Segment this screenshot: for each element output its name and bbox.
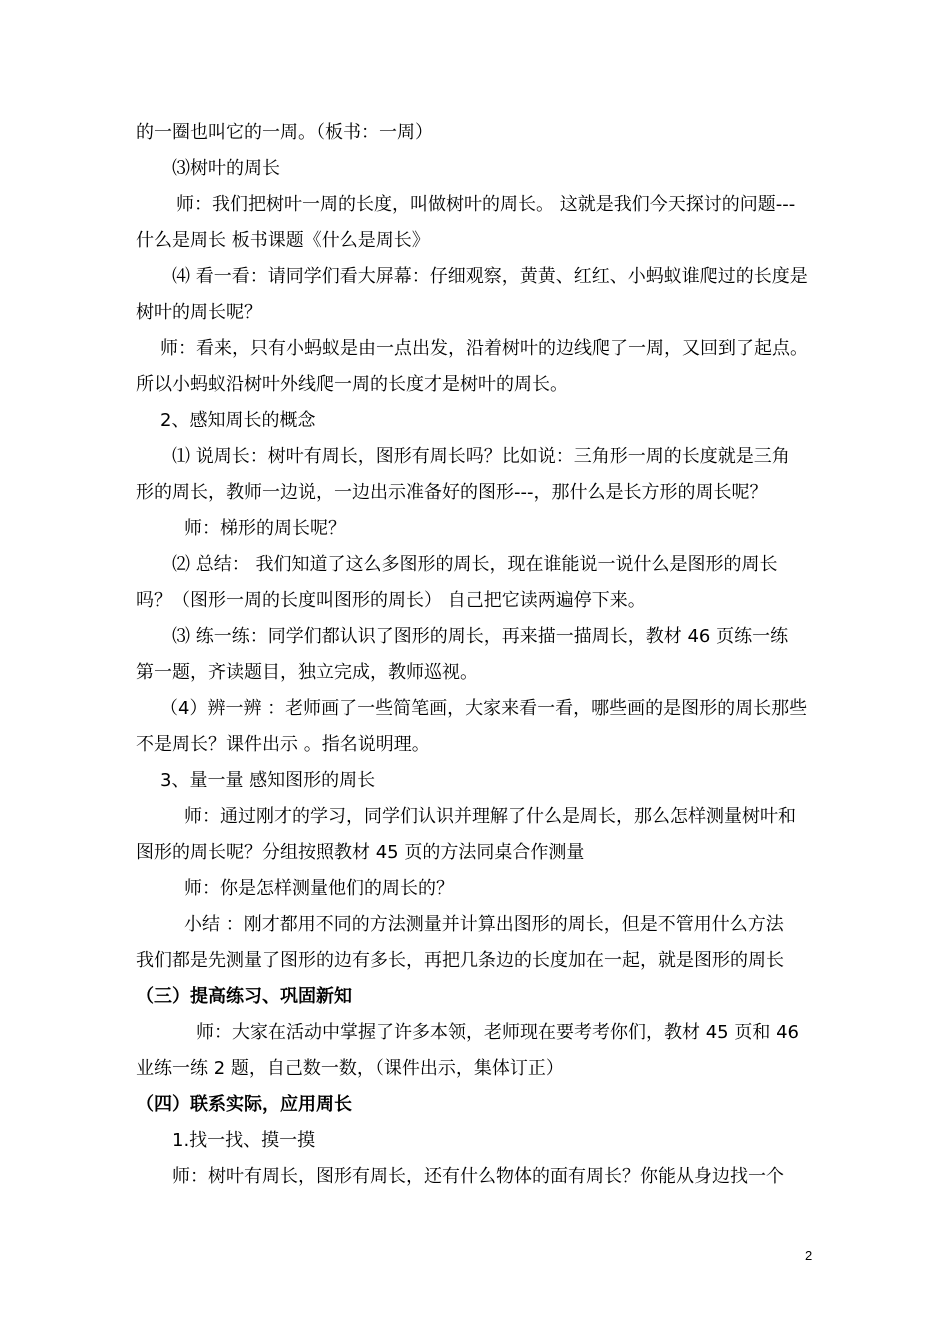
text-line: 1.找一找、摸一摸: [172, 1130, 316, 1151]
text-line: 形的周长，教师一边说，一边出示准备好的图形---，那什么是长方形的周长呢？: [136, 482, 768, 503]
text-line: 第一题，齐读题目，独立完成，教师巡视。: [136, 662, 478, 683]
text-line: 2、感知周长的概念: [160, 410, 316, 431]
text-line: 什么是周长 板书课题《什么是周长》: [136, 230, 430, 251]
text-line: 师：你是怎样测量他们的周长的？: [184, 878, 454, 899]
text-line: ⑶树叶的周长: [172, 158, 280, 179]
text-line: ⑵ 总结： 我们知道了这么多图形的周长，现在谁能说一说什么是图形的周长: [172, 554, 778, 575]
text-line: ⑶ 练一练：同学们都认识了图形的周长，再来描一描周长，教材 46 页练一练: [172, 626, 789, 647]
text-line: 3、量一量 感知图形的周长: [160, 770, 376, 791]
text-line: ⑷ 看一看：请同学们看大屏幕：仔细观察，黄黄、红红、小蚂蚁谁爬过的长度是: [172, 266, 808, 287]
text-line: （4）辨一辨 ：老师画了一些简笔画，大家来看一看，哪些画的是图形的周长那些: [160, 698, 808, 719]
section-heading: （三）提高练习、巩固新知: [136, 986, 352, 1007]
text-line: 师：看来，只有小蚂蚁是由一点出发，沿着树叶的边线爬了一周，又回到了起点。: [160, 338, 808, 359]
text-line: 图形的周长呢？分组按照教材 45 页的方法同桌合作测量: [136, 842, 585, 863]
text-line: 树叶的周长呢？: [136, 302, 262, 323]
text-line: 所以小蚂蚁沿树叶外线爬一周的长度才是树叶的周长。: [136, 374, 568, 395]
text-line: 的一圈也叫它的一周。（板书：一周）: [136, 122, 433, 143]
text-line: 业练一练 2 题，自己数一数，（课件出示，集体订正）: [136, 1058, 564, 1079]
text-line: 师：树叶有周长，图形有周长，还有什么物体的面有周长？你能从身边找一个: [172, 1166, 784, 1187]
page-number: 2: [805, 1248, 813, 1263]
text-line: 小结 ：刚才都用不同的方法测量并计算出图形的周长，但是不管用什么方法: [184, 914, 784, 935]
text-line: 我们都是先测量了图形的边有多长，再把几条边的长度加在一起，就是图形的周长: [136, 950, 784, 971]
section-heading: （四）联系实际，应用周长: [136, 1094, 352, 1115]
text-line: 师：梯形的周长呢？: [184, 518, 346, 539]
text-line: 不是周长？课件出示 。指名说明理。: [136, 734, 430, 755]
text-line: 师：大家在活动中掌握了许多本领，老师现在要考考你们，教材 45 页和 46: [196, 1022, 799, 1043]
text-line: ⑴ 说周长：树叶有周长，图形有周长吗？比如说：三角形一周的长度就是三角: [172, 446, 790, 467]
text-line: 吗？（图形一周的长度叫图形的周长） 自己把它读两遍停下来。: [136, 590, 646, 611]
text-line: 师：我们把树叶一周的长度，叫做树叶的周长。 这就是我们今天探讨的问题---: [176, 194, 796, 215]
text-line: 师：通过刚才的学习，同学们认识并理解了什么是周长，那么怎样测量树叶和: [184, 806, 796, 827]
